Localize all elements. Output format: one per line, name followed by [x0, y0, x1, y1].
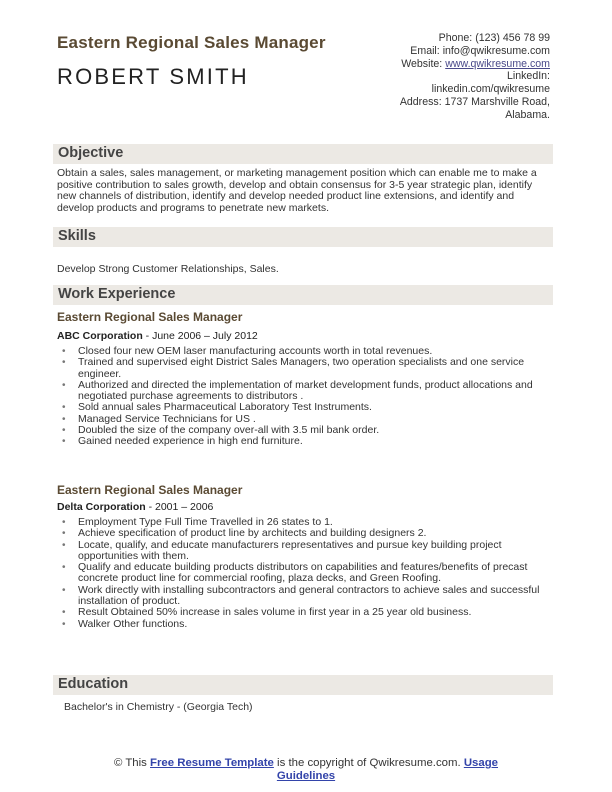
list-item-text: Employment Type Full Time Travelled in 26 states to 1.	[78, 516, 333, 528]
list-item-text: Closed four new OEM laser manufacturing accounts worth in total revenues.	[78, 345, 433, 357]
address-label: Address:	[399, 95, 442, 108]
job-bullet-list	[62, 517, 540, 630]
contact-linkedin-value: linkedin.com/qwikresume	[431, 83, 550, 96]
footer-line-2	[0, 770, 612, 783]
contact-email	[310, 45, 550, 58]
list-item-text: Doubled the size of the company over-all with 3.5 mil bank order.	[78, 424, 380, 437]
bullet-icon: •	[62, 562, 66, 574]
list-item-text: Achieve specification of product line by architects and building designers 2.	[78, 527, 427, 540]
list-item	[62, 585, 540, 608]
email-value: info@qwikresume.com	[442, 44, 550, 57]
footer-line	[0, 757, 612, 770]
contact-phone	[310, 32, 550, 45]
job-bullet-list	[62, 346, 540, 448]
bullet-icon: •	[62, 607, 66, 619]
objective-section-header	[53, 144, 553, 164]
contact-linkedin-label: LinkedIn:	[507, 70, 550, 83]
bullet-icon: •	[62, 539, 66, 551]
bullet-icon: •	[62, 346, 66, 357]
phone-label: Phone:	[438, 32, 473, 44]
bullet-icon: •	[62, 618, 66, 630]
contact-website	[310, 58, 550, 71]
job-title: Eastern Regional Sales Manager	[57, 33, 326, 52]
job-role: Eastern Regional Sales Manager	[57, 483, 243, 497]
list-item-text: Managed Service Technicians for US .	[78, 412, 256, 425]
person-name: ROBERT SMITH	[57, 64, 249, 89]
objective-title: Objective	[58, 145, 124, 161]
work-experience-title: Work Experience	[58, 286, 176, 302]
bullet-icon: •	[62, 436, 66, 448]
list-item-text: Walker Other functions.	[78, 617, 188, 630]
list-item	[62, 540, 540, 563]
job-company-line	[57, 330, 258, 342]
objective-text: Obtain a sales, sales management, or marketing management position which can enable me to make a positive contribution to sales growth, develop and obtain consensus for 3-5 year strategic plan, identify new channels of distribution, identify and develop needed product line extensions, and identify and develop products and programs to penetrate new markets.	[57, 167, 537, 214]
bullet-icon: •	[62, 425, 66, 437]
list-item	[62, 562, 540, 585]
usage-guidelines-link-part2[interactable]: Guidelines	[276, 770, 336, 782]
bullet-icon: •	[62, 413, 66, 425]
job-dates: - June 2006 – July 2012	[142, 330, 258, 342]
contact-address-line2: Alabama.	[505, 108, 550, 121]
list-item-text: Gained needed experience in high end furniture.	[78, 435, 303, 448]
bullet-icon: •	[62, 584, 66, 596]
footer-middle: is the copyright of Qwikresume.com.	[273, 757, 464, 769]
list-item-text: Work directly with installing subcontractors and general contractors to achieve sales and successful installation of product.	[78, 583, 540, 608]
job-dates: - 2001 – 2006	[145, 501, 214, 513]
phone-value: (123) 456 78 99	[475, 32, 550, 44]
contact-block	[310, 32, 550, 122]
education-section-header	[53, 675, 553, 695]
list-item	[62, 357, 540, 380]
list-item-text: Locate, qualify, and educate manufacturers representatives and pursue key building project opportunities with them.	[78, 538, 502, 562]
list-item	[62, 436, 540, 447]
usage-guidelines-link-part1[interactable]: Usage	[463, 757, 499, 769]
bullet-icon: •	[62, 528, 66, 540]
list-item	[62, 619, 540, 630]
contact-address	[310, 96, 550, 109]
work-experience-section-header	[53, 285, 553, 305]
website-label: Website:	[401, 57, 443, 70]
list-item-text: Sold annual sales Pharmaceutical Laboratory Test Instruments.	[78, 401, 372, 414]
bullet-icon: •	[62, 517, 66, 528]
email-label: Email:	[410, 44, 440, 57]
bullet-icon: •	[62, 402, 66, 414]
website-link[interactable]: www.qwikresume.com	[445, 57, 550, 70]
free-resume-template-link[interactable]: Free Resume Template	[150, 757, 274, 769]
job-role: Eastern Regional Sales Manager	[57, 310, 243, 324]
company-name: Delta Corporation	[57, 501, 146, 513]
education-text: Bachelor's in Chemistry - (Georgia Tech)	[64, 701, 253, 713]
skills-title: Skills	[58, 228, 96, 244]
copyright-footer	[0, 757, 612, 783]
skills-section-header	[53, 227, 553, 247]
list-item-text: Qualify and educate building products distributors on capabilities and features/benefits of precast concrete product line for commercial roofing, plaza decks, and Green Roofing.	[78, 561, 528, 585]
list-item-text: Trained and supervised eight District Sales Managers, two operation specialists and one service engineer.	[78, 356, 525, 380]
bullet-icon: •	[62, 357, 66, 369]
job-company-line	[57, 501, 213, 513]
resume-header	[57, 30, 553, 130]
list-item	[62, 380, 540, 403]
bullet-icon: •	[62, 379, 66, 391]
list-item-text: Result Obtained 50% increase in sales volume in first year in a 25 year old business.	[78, 606, 472, 619]
list-item-text: Authorized and directed the implementation of market development funds, product allocations and negotiated purchase agreements to distributors .	[78, 378, 533, 403]
skills-text: Develop Strong Customer Relationships, Sales.	[57, 263, 279, 275]
address-line1: 1737 Marshville Road,	[444, 95, 550, 108]
education-title: Education	[58, 676, 129, 692]
footer-prefix: © This	[113, 757, 151, 769]
company-name: ABC Corporation	[57, 330, 143, 342]
